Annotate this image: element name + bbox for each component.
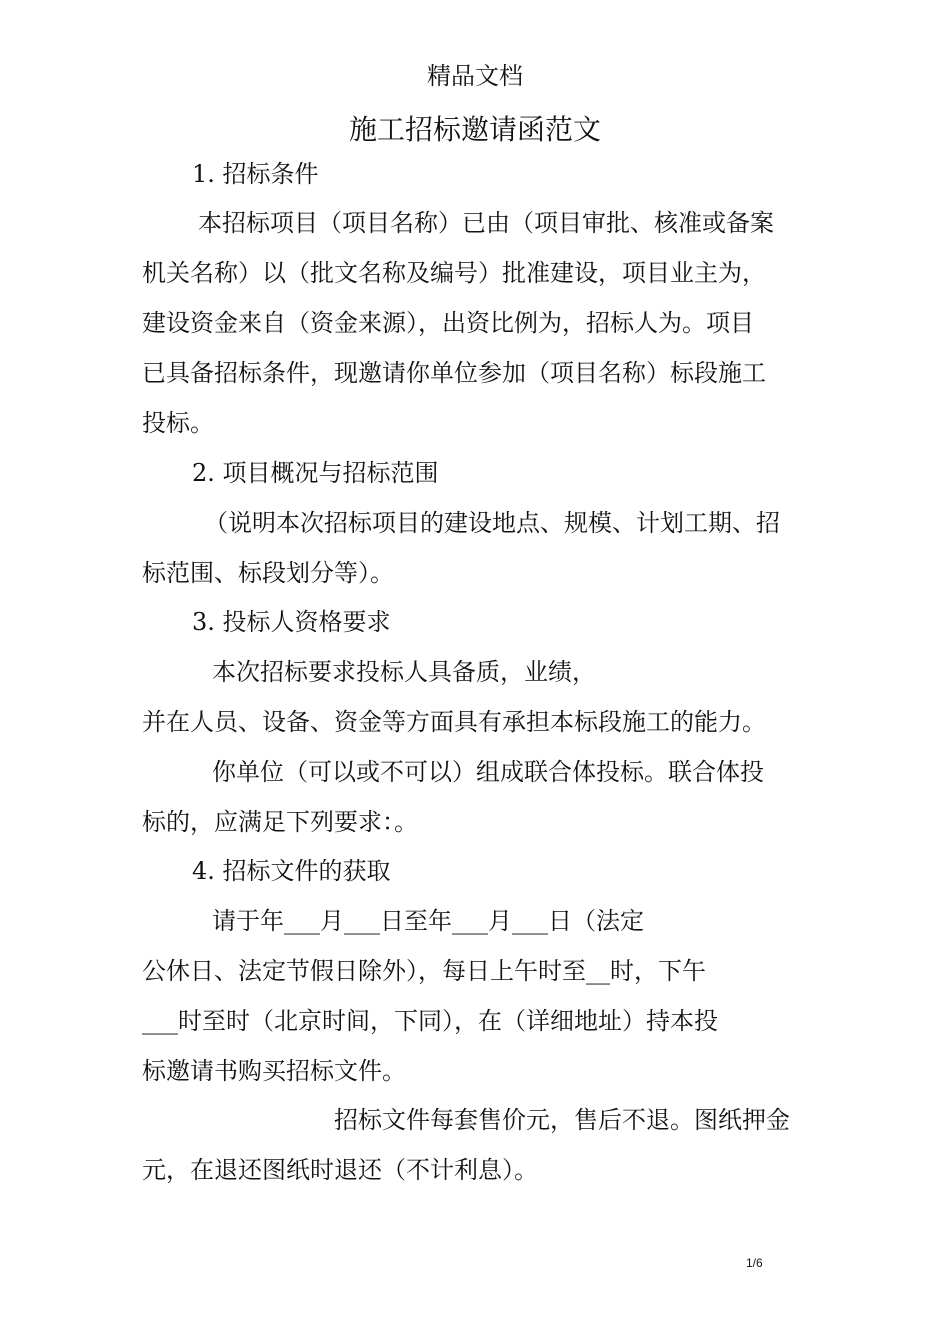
paragraph-line: 你单位（可以或不可以）组成联合体投标。联合体投 [212,758,764,786]
section-heading-3: 3. 投标人资格要求 [192,608,391,636]
page-number: 1/6 [746,1256,763,1270]
paragraph-line: 标的，应满足下列要求：。 [142,808,418,836]
paragraph-line: 标范围、标段划分等）。 [142,559,394,587]
paragraph-line: 本次招标要求投标人具备质，业绩， [212,658,596,686]
paragraph-line: （说明本次招标项目的建设地点、规模、计划工期、招 [204,509,780,537]
paragraph-line: 本招标项目（项目名称）已由（项目审批、核准或备案 [198,209,774,237]
page-header: 精品文档 [427,62,523,90]
paragraph-line: 请于年___月___日至年___月___日（法定 [212,907,644,935]
paragraph-line: 机关名称）以（批文名称及编号）批准建设，项目业主为， [142,259,766,287]
paragraph-line: 元，在退还图纸时退还（不计利息）。 [142,1156,538,1184]
paragraph-line: 公休日、法定节假日除外），每日上午时至__时，下午 [142,957,706,985]
paragraph-line: 并在人员、设备、资金等方面具有承担本标段施工的能力。 [142,708,766,736]
document-title: 施工招标邀请函范文 [348,113,601,146]
section-heading-2: 2. 项目概况与招标范围 [192,459,439,487]
paragraph-line: 建设资金来自（资金来源），出资比例为，招标人为。项目 [142,309,754,337]
paragraph-line: 标邀请书购买招标文件。 [142,1057,406,1085]
paragraph-line: ___时至时（北京时间，下同），在（详细地址）持本投 [142,1007,718,1035]
paragraph-line: 招标文件每套售价元，售后不退。图纸押金 [334,1106,790,1134]
paragraph-line: 投标。 [142,409,214,437]
paragraph-line: 已具备招标条件，现邀请你单位参加（项目名称）标段施工 [142,359,766,387]
section-heading-1: 1. 招标条件 [192,160,319,188]
section-heading-4: 4. 招标文件的获取 [192,857,391,885]
